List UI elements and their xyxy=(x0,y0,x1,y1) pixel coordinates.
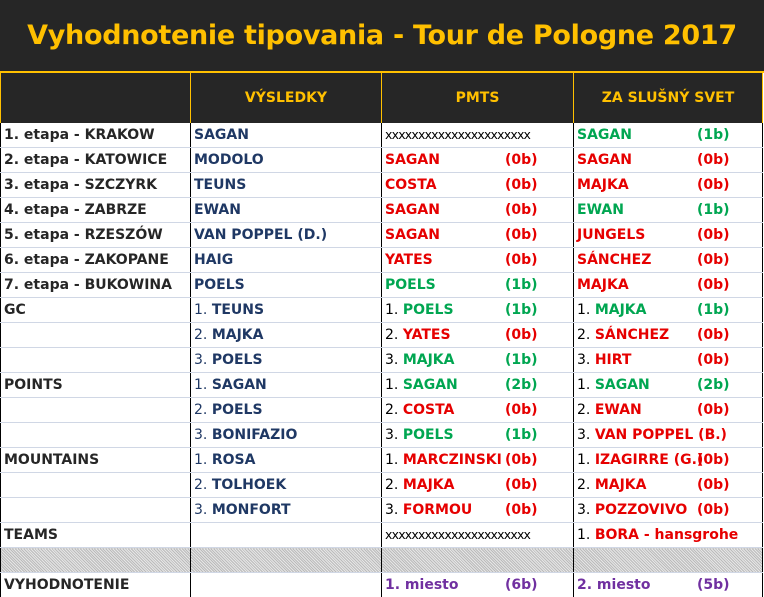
result-cell xyxy=(191,123,382,148)
page-title: Vyhodnotenie tipovania - Tour de Pologne 2017 xyxy=(0,0,764,73)
rank-number: 2. xyxy=(577,327,595,343)
points: (0b) xyxy=(505,177,538,193)
rider-name: SAGAN xyxy=(402,377,458,393)
total-points: (5b) xyxy=(697,577,730,593)
zss-cell xyxy=(574,273,763,298)
category-label xyxy=(1,473,191,498)
rank-number: 2. xyxy=(385,327,403,343)
points: (2b) xyxy=(505,377,538,393)
category-label: 7. etapa - BUKOWINA xyxy=(1,273,191,298)
points: (0b) xyxy=(697,452,730,468)
category-label: 1. etapa - KRAKOW xyxy=(1,123,191,148)
spacer xyxy=(382,548,574,573)
rider-name: ROSA xyxy=(211,452,256,468)
points: (0b) xyxy=(505,502,538,518)
rider-name: SÁNCHEZ xyxy=(594,327,670,343)
header-pmts: PMTS xyxy=(382,73,574,123)
points: (0b) xyxy=(697,227,730,243)
rank-number: 2. xyxy=(194,477,212,493)
points: (0b) xyxy=(505,477,538,493)
result-cell xyxy=(191,248,382,273)
rank-number: 2. xyxy=(577,402,595,418)
rank-number: 2. xyxy=(385,477,403,493)
rider-name: VAN POPPEL (D.) xyxy=(194,227,328,243)
rider-name: POELS xyxy=(211,352,263,368)
pmts-cell xyxy=(382,198,574,223)
table-row xyxy=(1,373,763,398)
category-label xyxy=(1,398,191,423)
pmts-summary xyxy=(382,573,574,597)
pmts-cell xyxy=(382,448,574,473)
zss-cell xyxy=(574,523,763,548)
table-row xyxy=(1,498,763,523)
rider-name: MODOLO xyxy=(194,152,264,168)
rider-name: POELS xyxy=(194,277,245,293)
category-label: 2. etapa - KATOWICE xyxy=(1,148,191,173)
rider-name: POELS xyxy=(402,302,454,318)
rider-name: HAIG xyxy=(194,252,234,268)
rider-name: POZZOVIVO xyxy=(594,502,688,518)
points: (0b) xyxy=(505,327,538,343)
result-cell xyxy=(191,373,382,398)
rank-number: 3. xyxy=(577,352,595,368)
rider-name: TOLHOEK xyxy=(211,477,287,493)
placeholder-x: xxxxxxxxxxxxxxxxxxxxxx xyxy=(385,127,531,142)
rank-number: 1. xyxy=(385,452,403,468)
rank-number: 2. xyxy=(577,477,595,493)
rider-name: EWAN xyxy=(194,202,241,218)
category-label: GC xyxy=(1,298,191,323)
placement: 1. miesto xyxy=(385,577,459,593)
pmts-cell xyxy=(382,323,574,348)
category-label: POINTS xyxy=(1,373,191,398)
rank-number: 2. xyxy=(194,327,212,343)
pmts-cell xyxy=(382,373,574,398)
summary-label: VYHODNOTENIE xyxy=(1,573,191,597)
points: (0b) xyxy=(505,202,538,218)
rank-number: 3. xyxy=(194,502,212,518)
rider-name: VAN POPPEL (B.) xyxy=(594,427,727,443)
points: (0b) xyxy=(697,402,730,418)
category-label xyxy=(1,348,191,373)
rider-name: POELS xyxy=(211,402,263,418)
result-cell xyxy=(191,423,382,448)
rank-number: 3. xyxy=(194,427,212,443)
zss-cell xyxy=(574,373,763,398)
points: (1b) xyxy=(505,427,538,443)
category-label: TEAMS xyxy=(1,523,191,548)
points: (1b) xyxy=(697,202,730,218)
rank-number: 1. xyxy=(577,527,595,543)
placement: 2. miesto xyxy=(577,577,651,593)
zss-cell xyxy=(574,123,763,148)
category-label xyxy=(1,498,191,523)
table-row xyxy=(1,248,763,273)
header-category xyxy=(1,73,191,123)
rider-name: MAJKA xyxy=(402,352,455,368)
spacer xyxy=(191,548,382,573)
zss-cell xyxy=(574,398,763,423)
table-row xyxy=(1,448,763,473)
result-cell xyxy=(191,148,382,173)
zss-cell xyxy=(574,473,763,498)
rider-name: YATES xyxy=(385,252,433,268)
points: (0b) xyxy=(505,227,538,243)
rank-number: 3. xyxy=(194,352,212,368)
result-cell xyxy=(191,523,382,548)
pmts-cell xyxy=(382,173,574,198)
result-cell xyxy=(191,323,382,348)
rank-number: 3. xyxy=(577,427,595,443)
points: (0b) xyxy=(697,277,730,293)
rider-name: MAJKA xyxy=(577,177,629,193)
rider-name: JUNGELS xyxy=(577,227,646,243)
points: (0b) xyxy=(505,452,538,468)
rider-name: POELS xyxy=(385,277,436,293)
table-row xyxy=(1,323,763,348)
pmts-cell xyxy=(382,473,574,498)
points: (2b) xyxy=(697,377,730,393)
rider-name: SAGAN xyxy=(385,227,440,243)
rider-name: SAGAN xyxy=(385,152,440,168)
rider-name: COSTA xyxy=(385,177,437,193)
category-label: 4. etapa - ZABRZE xyxy=(1,198,191,223)
spacer xyxy=(574,548,763,573)
table-row xyxy=(1,198,763,223)
table-row xyxy=(1,523,763,548)
header-results: VÝSLEDKY xyxy=(191,73,382,123)
rider-name: MAJKA xyxy=(402,477,455,493)
rider-name: MAJKA xyxy=(211,327,264,343)
table-row xyxy=(1,423,763,448)
rider-name: EWAN xyxy=(577,202,624,218)
zss-cell xyxy=(574,223,763,248)
points: (0b) xyxy=(697,327,730,343)
points: (0b) xyxy=(505,152,538,168)
category-label xyxy=(1,323,191,348)
result-cell xyxy=(191,398,382,423)
points: (0b) xyxy=(697,152,730,168)
rank-number: 1. xyxy=(194,377,212,393)
category-label: 6. etapa - ZAKOPANE xyxy=(1,248,191,273)
points: (1b) xyxy=(697,302,730,318)
points: (1b) xyxy=(505,302,538,318)
points: (0b) xyxy=(697,477,730,493)
category-label xyxy=(1,423,191,448)
rider-name: MAJKA xyxy=(594,302,647,318)
result-cell xyxy=(191,198,382,223)
rank-number: 1. xyxy=(194,302,212,318)
zss-cell xyxy=(574,198,763,223)
zss-cell xyxy=(574,348,763,373)
zss-cell xyxy=(574,298,763,323)
results-table xyxy=(0,73,763,597)
zss-cell xyxy=(574,323,763,348)
result-cell xyxy=(191,223,382,248)
table-row xyxy=(1,348,763,373)
rider-name: SAGAN xyxy=(194,127,249,143)
pmts-cell xyxy=(382,523,574,548)
rank-number: 1. xyxy=(577,377,595,393)
table-row xyxy=(1,223,763,248)
points: (1b) xyxy=(505,352,538,368)
rank-number: 1. xyxy=(577,452,595,468)
rider-name: SAGAN xyxy=(385,202,440,218)
total-points: (6b) xyxy=(505,577,538,593)
rank-number: 3. xyxy=(385,352,403,368)
rider-name: SAGAN xyxy=(577,152,632,168)
zss-cell xyxy=(574,423,763,448)
rider-name: BORA - hansgrohe xyxy=(594,527,739,543)
rider-name: HIRT xyxy=(594,352,632,368)
rider-name: MONFORT xyxy=(211,502,291,518)
rider-name: COSTA xyxy=(402,402,455,418)
category-label: 5. etapa - RZESZÓW xyxy=(1,223,191,248)
header-za-slusny-svet: ZA SLUŠNÝ SVET xyxy=(574,73,763,123)
points: (0b) xyxy=(505,402,538,418)
table-row xyxy=(1,123,763,148)
result-cell xyxy=(191,498,382,523)
rider-name: YATES xyxy=(402,327,451,343)
rank-number: 1. xyxy=(385,302,403,318)
spacer xyxy=(1,548,191,573)
zss-summary xyxy=(574,573,763,597)
result-cell xyxy=(191,348,382,373)
points: (0b) xyxy=(697,177,730,193)
rank-number: 3. xyxy=(577,502,595,518)
summary-row xyxy=(1,573,763,597)
rank-number: 2. xyxy=(385,402,403,418)
pmts-cell xyxy=(382,123,574,148)
pmts-cell xyxy=(382,248,574,273)
rank-number: 3. xyxy=(385,427,403,443)
points: (0b) xyxy=(697,352,730,368)
table-row xyxy=(1,173,763,198)
table-row xyxy=(1,298,763,323)
category-label: 3. etapa - SZCZYRK xyxy=(1,173,191,198)
rank-number: 1. xyxy=(385,377,403,393)
points: (1b) xyxy=(505,277,538,293)
rider-name: TEUNS xyxy=(194,177,247,193)
rank-number: 2. xyxy=(194,402,212,418)
result-cell xyxy=(191,298,382,323)
rider-name: EWAN xyxy=(594,402,642,418)
rider-name: SAGAN xyxy=(594,377,650,393)
rider-name: BONIFAZIO xyxy=(211,427,298,443)
spacer-row xyxy=(1,548,763,573)
result-cell xyxy=(191,473,382,498)
pmts-cell xyxy=(382,423,574,448)
result-cell xyxy=(191,273,382,298)
zss-cell xyxy=(574,148,763,173)
points: (1b) xyxy=(697,127,730,143)
zss-cell xyxy=(574,498,763,523)
rank-number: 1. xyxy=(577,302,595,318)
points: (0b) xyxy=(697,252,730,268)
pmts-cell xyxy=(382,298,574,323)
rank-number: 1. xyxy=(194,452,212,468)
result-cell xyxy=(191,173,382,198)
result-cell xyxy=(191,448,382,473)
zss-cell xyxy=(574,173,763,198)
table-row xyxy=(1,473,763,498)
rider-name: MAJKA xyxy=(577,277,629,293)
table-row xyxy=(1,148,763,173)
rider-name: SAGAN xyxy=(577,127,632,143)
rider-name: POELS xyxy=(402,427,454,443)
pmts-cell xyxy=(382,273,574,298)
table-row xyxy=(1,398,763,423)
empty-cell xyxy=(191,573,382,597)
table-row xyxy=(1,273,763,298)
pmts-cell xyxy=(382,223,574,248)
rider-name: IZAGIRRE (G.) xyxy=(594,452,704,468)
points: (0b) xyxy=(697,502,730,518)
header-row xyxy=(1,73,763,123)
pmts-cell xyxy=(382,348,574,373)
rider-name: MAJKA xyxy=(594,477,647,493)
rider-name: MARCZINSKI xyxy=(402,452,502,468)
pmts-cell xyxy=(382,398,574,423)
placeholder-x: xxxxxxxxxxxxxxxxxxxxxx xyxy=(385,527,531,542)
zss-cell xyxy=(574,448,763,473)
category-label: MOUNTAINS xyxy=(1,448,191,473)
rank-number: 3. xyxy=(385,502,403,518)
rider-name: FORMOU xyxy=(402,502,473,518)
pmts-cell xyxy=(382,498,574,523)
zss-cell xyxy=(574,248,763,273)
rider-name: SAGAN xyxy=(211,377,267,393)
pmts-cell xyxy=(382,148,574,173)
points: (0b) xyxy=(505,252,538,268)
rider-name: TEUNS xyxy=(211,302,265,318)
rider-name: SÁNCHEZ xyxy=(577,252,652,268)
